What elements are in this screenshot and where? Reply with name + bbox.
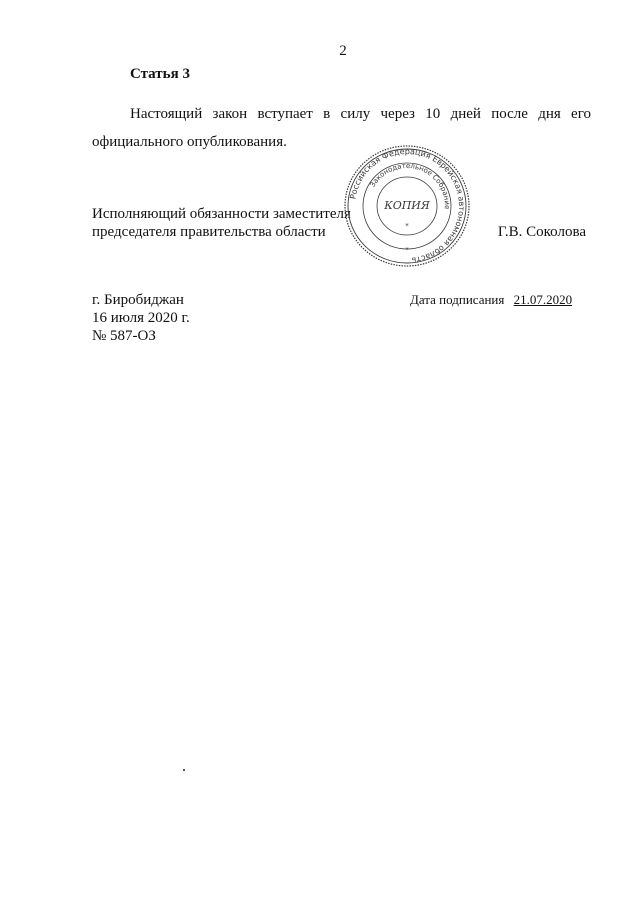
seal-inner-text: Законодательное Собрание: [368, 161, 452, 210]
signatory-name: Г.В. Соколова: [497, 224, 586, 240]
article-text-line1: Настоящий закон вступает в силу через 10 дней после дня его: [130, 106, 591, 122]
signatory-role-line1: Исполняющий обязанности заместителя: [92, 206, 351, 222]
signing-date: [410, 292, 572, 308]
city: г. Биробиджан: [92, 292, 184, 308]
article-text-line2: официального опубликования.: [92, 134, 287, 150]
signing-date-label: Дата подписания: [410, 292, 505, 307]
article-title: Статья 3: [130, 66, 190, 82]
law-number: № 587-ОЗ: [92, 328, 156, 344]
signing-date-value: 21.07.2020: [513, 292, 573, 307]
page-number: 2: [339, 43, 347, 59]
law-date: 16 июля 2020 г.: [92, 310, 190, 326]
signatory-role-line2: председателя правительства области: [92, 224, 326, 240]
official-seal-icon: [343, 144, 471, 268]
scan-speck: [183, 769, 185, 771]
seal-outer-text: Российская Федерация Еврейская автономная область: [348, 146, 467, 265]
seal-center-text: КОПИЯ: [384, 199, 430, 212]
svg-text:*: *: [405, 222, 409, 230]
svg-text:*: *: [405, 246, 409, 254]
